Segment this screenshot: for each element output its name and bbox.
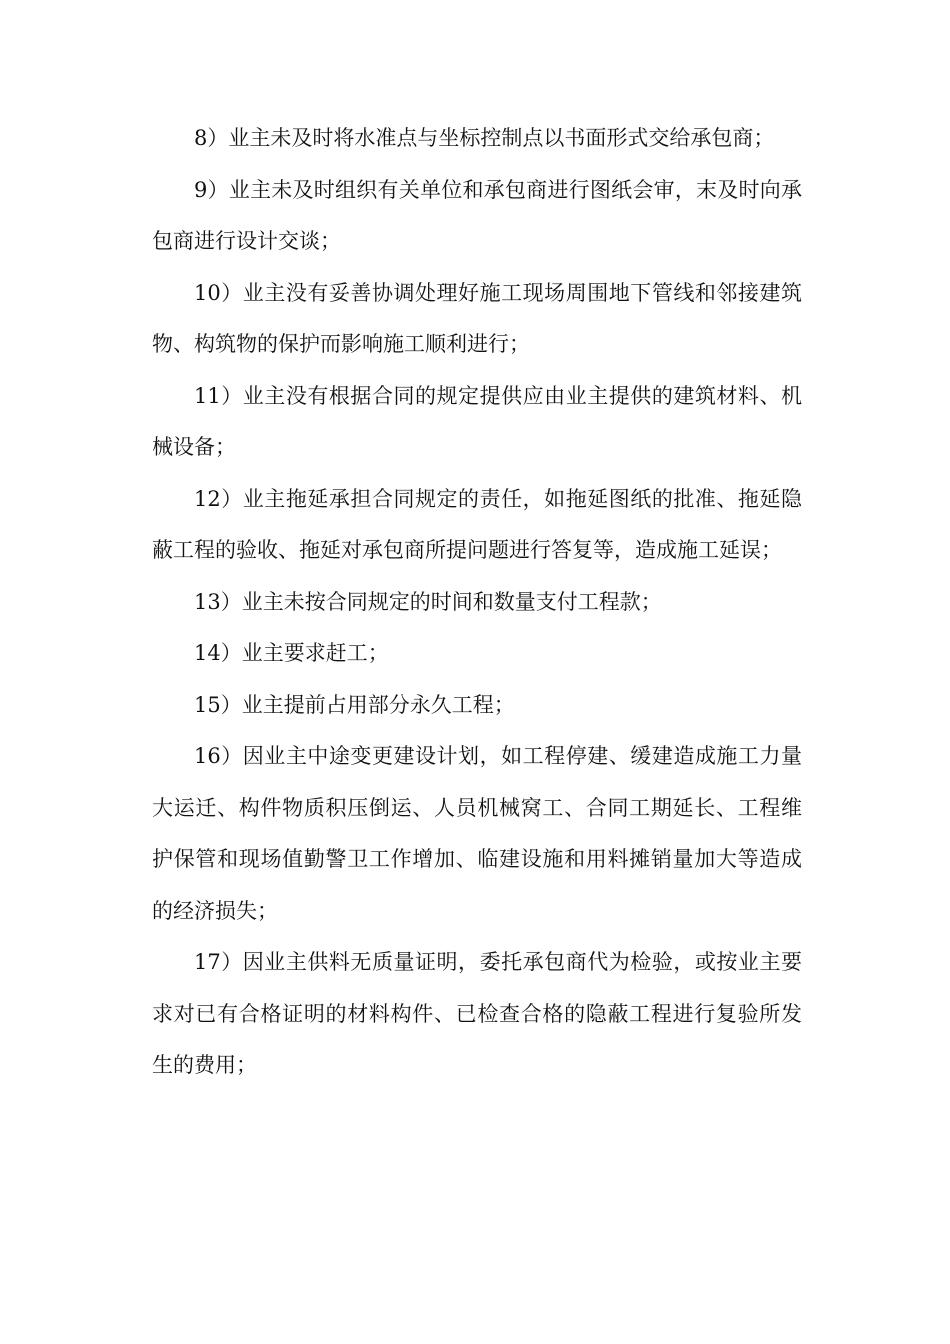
paragraph-item-14: 14）业主要求赶工； [194,641,389,665]
paragraph-item-13: 13）业主未按合同规定的时间和数量支付工程款； [194,589,662,614]
paragraph-item-12: 12）业主拖延承担合同规定的责任，如拖延图纸的批准、拖延隐蔽工程的验收、拖延对承包商所提问题进行答复等，造成施工延误； [152,486,802,562]
paragraph-item-8: 8）业主未及时将水准点与坐标控制点以书面形式交给承包商； [194,126,775,150]
paragraph-item-11: 11）业主没有根据合同的规定提供应由业主提供的建筑材料、机械设备； [152,383,802,459]
document-body [152,113,802,1092]
paragraph-item-17: 17）因业主供料无质量证明，委托承包商代为检验，或按业主要求对已有合格证明的材料构件、已检查合格的隐蔽工程进行复验所发生的费用； [152,950,802,1077]
paragraph-item-10: 10）业主没有妥善协调处理好施工现场周围地下管线和邻接建筑物、构筑物的保护而影响施工顺利进行； [152,280,802,356]
paragraph-item-9: 9）业主未及时组织有关单位和承包商进行图纸会审，末及时向承包商进行设计交谈； [152,177,802,253]
paragraph-item-16: 16）因业主中途变更建设计划，如工程停建、缓建造成施工力量大运迁、构件物质积压倒运、人员机械窝工、合同工期延长、工程维护保管和现场值勤警卫工作增加、临建设施和用料摊销量加大等造成的经济损失； [152,744,802,923]
paragraph-item-15: 15）业主提前占用部分永久工程； [194,692,515,717]
